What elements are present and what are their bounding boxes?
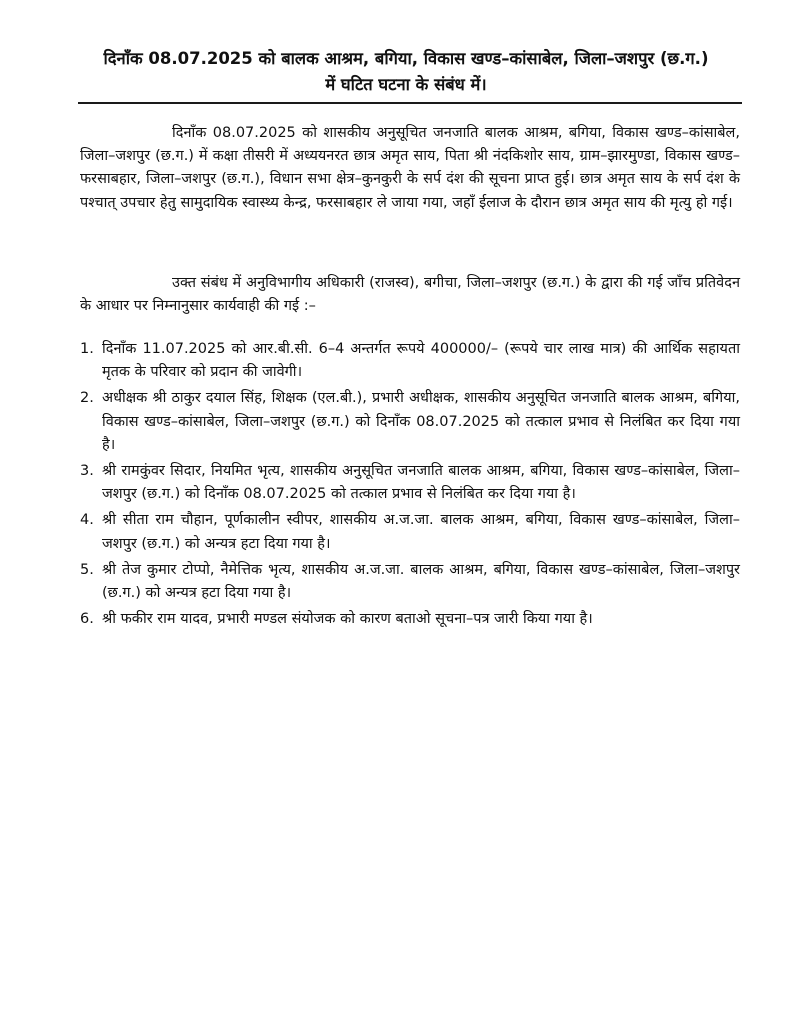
title-divider [78,102,742,104]
list-item-number: 5. [80,561,94,578]
list-item-number: 3. [80,463,94,480]
list-item-number: 4. [80,512,94,529]
list-item [80,509,740,555]
list-item [80,559,740,605]
list-item-number: 2. [80,390,94,407]
list-item [80,460,740,506]
paragraph-incident: दिनाँक 08.07.2025 को शासकीय अनुसूचित जनजाति बालक आश्रम, बगिया, विकास खण्ड–कांसाबेल, जिला–जशपुर (छ.ग.) में कक्षा तीसरी में अध्ययनरत छात्र अमृत साय, पिता श्री नंदकिशोर साय, ग्राम–झारमुण्डा, विकास खण्ड–फरसाबहार, जिला–जशपुर (छ.ग.), विधान सभा क्षेत्र–कुनकुरी के सर्प दंश की सूचना प्राप्त हुई। छात्र अमृत साय के सर्प दंश के पश्चात् उपचार हेतु सामुदायिक स्वास्थ्य केन्द्र, फरसाबहार ले जाया गया, जहाँ ईलाज के दौरान छात्र अमृत साय की मृत्यु हो गई। [80,125,740,211]
list-item-text: श्री फकीर राम यादव, प्रभारी मण्डल संयोजक को कारण बताओ सूचना–पत्र जारी किया गया है। [102,611,593,628]
paragraph-inquiry: उक्त संबंध में अनुविभागीय अधिकारी (राजस्व), बगीचा, जिला–जशपुर (छ.ग.) के द्वारा की गई जाँच प्रतिवेदन के आधार पर निम्नानुसार कार्यवाही की गई :– [80,275,740,315]
list-item-text: अधीक्षक श्री ठाकुर दयाल सिंह, शिक्षक (एल.बी.), प्रभारी अधीक्षक, शासकीय अनुसूचित जनजाति बालक आश्रम, बगिया, विकास खण्ड–कांसाबेल, जिला–जशपुर (छ.ग.) को दिनाँक 08.07.2025 को तत्काल प्रभाव से निलंबित कर दिया गया है। [102,390,740,453]
list-item-number: 1. [80,341,94,357]
action-list [80,338,740,634]
list-item-text: श्री रामकुंवर सिदार, नियमित भृत्य, शासकीय अनुसूचित जनजाति बालक आश्रम, बगिया, विकास खण्ड–कांसाबेल, जिला–जशपुर (छ.ग.) को दिनाँक 08.07.2025 को तत्काल प्रभाव से निलंबित कर दिया गया है। [102,463,740,503]
list-item-number: 6. [80,611,94,628]
list-item-text: श्री सीता राम चौहान, पूर्णकालीन स्वीपर, शासकीय अ.ज.जा. बालक आश्रम, बगिया, विकास खण्ड–कांसाबेल, जिला–जशपुर (छ.ग.) को अन्यत्र हटा दिया गया है। [102,512,740,552]
list-item [80,387,740,457]
list-item [80,338,740,384]
list-item-text: दिनाँक 11.07.2025 को आर.बी.सी. 6–4 अन्तर्गत रूपये 400000/– (रूपये चार लाख मात्र) की आर्थिक सहायता मृतक के परिवार को प्रदान की जावेगी। [102,341,740,381]
list-item [80,608,740,631]
list-item-text: श्री तेज कुमार टोप्पो, नैमेत्तिक भृत्य, शासकीय अ.ज.जा. बालक आश्रम, बगिया, विकास खण्ड–कांसाबेल, जिला–जशपुर (छ.ग.) को अन्यत्र हटा दिया गया है। [102,561,740,602]
document-title: दिनाँक 08.07.2025 को बालक आश्रम, बगिया, विकास खण्ड–कांसाबेल, जिला–जशपुर (छ.ग.) में घटित घटना के संबंध में। [103,49,709,94]
